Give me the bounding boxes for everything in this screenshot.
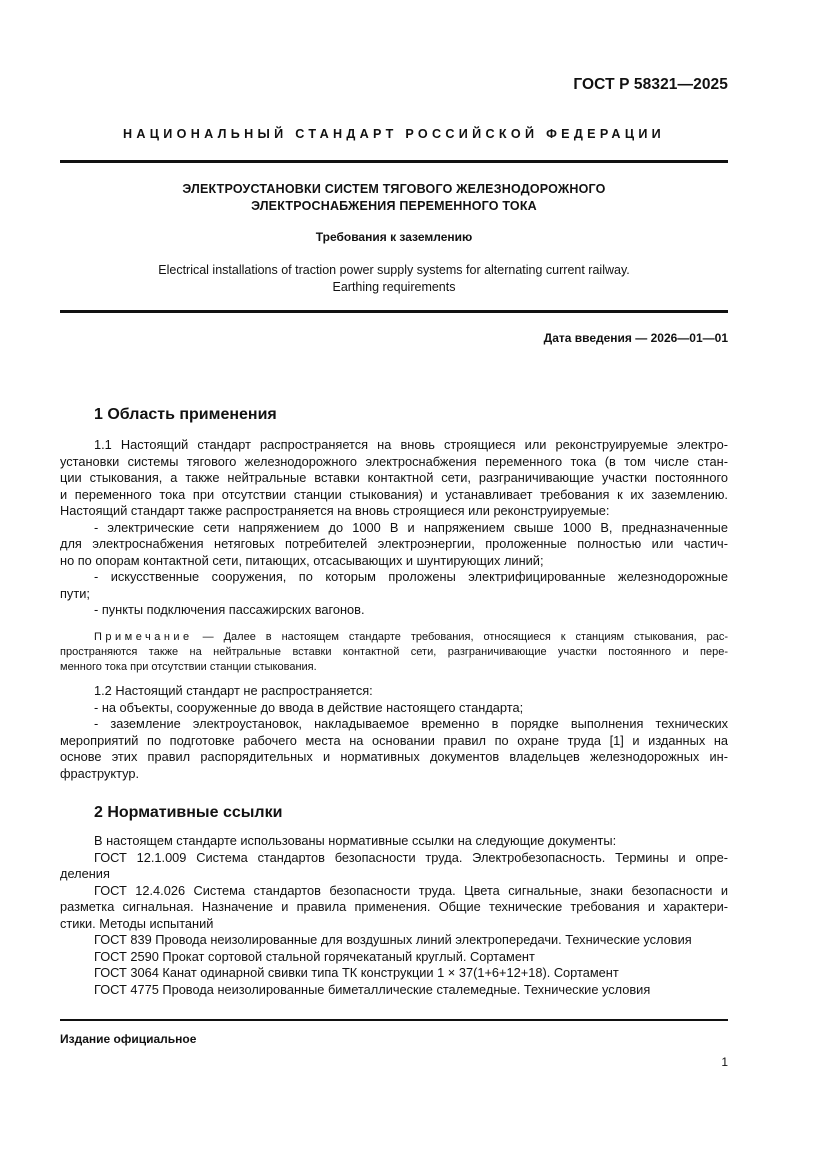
english-title-line: Electrical installations of traction power supply systems for alternating current railway. [158, 263, 630, 277]
page-number: 1 [721, 1055, 728, 1069]
section1-body [60, 437, 728, 619]
text-line: 1.1 Настоящий стандарт распространяется на вновь строящиеся или реконструируемые электро- [94, 437, 728, 452]
text-line: мероприятий по подготовке рабочего места на основании правил по охране труда [1] и изданных на [60, 732, 728, 748]
text-line: - заземление электроустановок, накладываемое временно в порядке выполнения технических [94, 716, 728, 731]
text-line: разметка сигнальная. Назначение и правила применения. Общие технические требования и характери- [60, 899, 728, 914]
text-line: установки системы тягового железнодорожного электроснабжения переменного тока (в том числе стан- [60, 453, 728, 469]
text-line: основе этих правил распорядительных и нормативных документов владельцев железнодорожных ин- [60, 749, 728, 764]
national-standard-heading: НАЦИОНАЛЬНЫЙ СТАНДАРТ РОССИЙСКОЙ ФЕДЕРАЦИИ [122, 127, 666, 141]
text-line: ГОСТ 3064 Канат одинарной свивки типа ТК конструкции 1 × 37(1+6+12+18). Сортамент [94, 965, 619, 980]
section-heading: 1 Область применения [94, 406, 277, 423]
text-line: и переменного тока при отсутствии станции стыкования) и устанавливает требования к их заземлению. [60, 486, 728, 502]
text-line: но по опорам контактной сети, питающих, отсасывающих и шунтирующих линий; [60, 552, 544, 568]
section1-p12 [60, 683, 728, 782]
text-line: ции стыкования, а также нейтральные вставки контактной сети, разграничивающие участки постоянного [60, 470, 728, 485]
text-line: - электрические сети напряжением до 1000 В и напряжением свыше 1000 В, предназначенные [94, 519, 728, 535]
note-text: — Далее в настоящем стандарте требования, относящиеся к станциям стыкования, рас- [202, 631, 728, 643]
text-line: В настоящем стандарте использованы нормативные ссылки на следующие документы: [94, 833, 617, 848]
english-title [60, 262, 728, 296]
text-line: 1.2 Настоящий стандарт не распространяется: [94, 683, 373, 698]
text-line: деления [60, 866, 110, 881]
note-label: Примечание [94, 631, 193, 643]
text-line: для электроснабжения нетяговых потребителей электроэнергии, проложенные полностью или частич- [60, 536, 728, 551]
title-rule [60, 310, 728, 313]
text-line: Настоящий стандарт также распространяется на вновь строящиеся или реконструируемые: [60, 503, 610, 518]
document-subtitle: Требования к заземлению [315, 230, 473, 244]
text-line: фраструктур. [60, 765, 140, 781]
text-line: стики. Методы испытаний [60, 915, 214, 931]
note-line: пространяются также на нейтральные вставки контактной сети, разграничивающие участки постоянного и пере- [60, 646, 728, 658]
english-title-line: Earthing requirements [332, 280, 456, 294]
text-line: ГОСТ 12.1.009 Система стандартов безопасности труда. Электробезопасность. Термины и опре- [94, 849, 728, 865]
note-block [60, 630, 728, 675]
text-line: - на объекты, сооруженные до ввода в действие настоящего стандарта; [94, 699, 524, 715]
text-line: ГОСТ 839 Провода неизолированные для воздушных линий электропередачи. Технические условия [94, 932, 692, 947]
section-heading: 2 Нормативные ссылки [94, 804, 283, 821]
text-line: - пункты подключения пассажирских вагонов. [94, 602, 365, 617]
text-line: ГОСТ 2590 Прокат сортовой стальной горячекатаный круглый. Сортамент [94, 948, 535, 964]
footer-rule [60, 1019, 728, 1021]
official-edition-label: Издание официальное [60, 1032, 197, 1046]
introduction-date: Дата введения — 2026—01—01 [543, 331, 728, 345]
text-line: - искусственные сооружения, по которым проложены электрифицированные железнодорожные [94, 569, 728, 584]
note-line: менного тока при отсутствии станции стыкования. [60, 661, 317, 673]
top-rule [60, 160, 728, 163]
note-line [60, 630, 728, 645]
text-line: ГОСТ 4775 Провода неизолированные биметаллические сталемедные. Технические условия [94, 981, 651, 997]
section2-body [60, 833, 728, 998]
title-line: ЭЛЕКТРОУСТАНОВКИ СИСТЕМ ТЯГОВОГО ЖЕЛЕЗНОДОРОЖНОГО [182, 182, 606, 196]
gost-number: ГОСТ Р 58321—2025 [573, 76, 728, 93]
text-line: пути; [60, 585, 90, 601]
document-title [60, 181, 728, 215]
title-line: ЭЛЕКТРОСНАБЖЕНИЯ ПЕРЕМЕННОГО ТОКА [251, 199, 537, 213]
text-line: ГОСТ 12.4.026 Система стандартов безопасности труда. Цвета сигнальные, знаки безопасности и [94, 882, 728, 898]
